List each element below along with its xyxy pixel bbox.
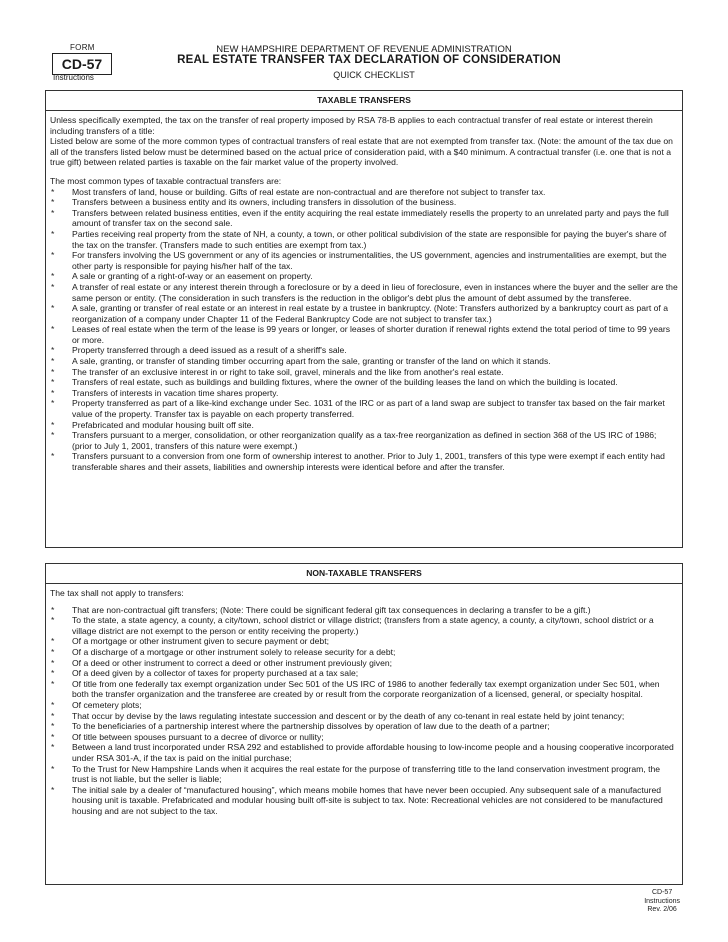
taxable-transfers-section (45, 90, 683, 548)
form-subtitle: Instructions (53, 73, 94, 82)
list-item: * That are non-contractual gift transfers; (Note: There could be significant federal gift tax consequences in declaring a transfer to be a gift.) (50, 605, 678, 616)
section-heading: NON-TAXABLE TRANSFERS (46, 564, 682, 584)
list-item: * Transfers pursuant to a conversion from one form of ownership interest to another. Prior to July 1, 2001, transfers of this type were exempt if each entity had transferable shares and their assets, liabilities and ownership interests were identical before and after the transfer. (50, 451, 678, 472)
list-item: * Parties receiving real property from the state of NH, a county, a town, or other political subdivision of the state are responsible for paying the buyer's share of the tax on the transfer. (Transfers made to such entities are exempt from tax.) (50, 229, 678, 250)
list-item: * Property transferred through a deed issued as a result of a sheriff's sale. (50, 345, 678, 356)
list-item: * A sale, granting or transfer of real estate or an interest in real estate by a trustee in bankruptcy. (Note: Transfers authorized by a bankruptcy court as part of a reorganization of a company under Chapter 11 of the Federal Bankruptcy Code are not subject to transfer tax.) (50, 303, 678, 324)
list-item: * That occur by devise by the laws regulating intestate succession and descent or by the death of any co-tenant in real estate held by joint tenancy; (50, 711, 678, 722)
list-item: * For transfers involving the US government or any of its agencies or instrumentalities, the US government, agencies and instrumentalities are exempt, but the other party is responsible for paying his/her half of the tax. (50, 250, 678, 271)
list-item: * A transfer of real estate or any interest therein through a foreclosure or by a deed in lieu of foreclosure, even in instances where the buyer and the seller are the same person or entity. (The consideration in such transfers is the reduction in the obligor's debt plus the amount of debt assumed by the transferee. (50, 282, 678, 303)
page-footer (644, 889, 680, 915)
taxable-paragraph-2: Listed below are some of the more common types of contractual transfers of real estate that are not exempted from transfer tax. (Note: the amount of the tax due on all of the transfers listed below must be determined based on the actual price of consideration paid, with a $40 minimum. A contractual transfer (i.e. one that is not a true gift) between related parties is taxable on the fair market value of the property involved. (50, 136, 673, 168)
list-item: * Of a deed or other instrument to correct a deed or other instrument previously given; (50, 658, 678, 669)
non-taxable-list (50, 605, 678, 817)
list-item: * A sale, granting, or transfer of standing timber occurring apart from the sale, granting or transfer of the land on which it stands. (50, 356, 678, 367)
list-item: * Of a discharge of a mortgage or other instrument solely to release security for a debt; (50, 647, 678, 658)
section-heading: TAXABLE TRANSFERS (46, 91, 682, 111)
taxable-intro: The most common types of taxable contractual transfers are: (50, 175, 282, 186)
list-item: * Of title from one federally tax exempt organization under Sec 501 of the US IRC of 1986 to another federally tax exempt organization under Sec 501, when both the transfer organization and the transferee are created by or result from the corporate reorganization of a licensed, general, or specialty hospital. (50, 679, 678, 700)
document-subtitle: QUICK CHECKLIST (333, 70, 415, 80)
list-item: * Transfers between a business entity and its owners, including transfers in dissolution of the business. (50, 197, 678, 208)
list-item: * Leases of real estate when the term of the lease is 99 years or longer, or leases of shorter duration if renewal rights extend the total period of time to 99 years or more. (50, 324, 678, 345)
list-item: * Property transferred as part of a like-kind exchange under Sec. 1031 of the IRC or as part of a land swap are subject to transfer tax based on the fair market value of the property. Transfer tax is payable on each property transferred. (50, 398, 678, 419)
list-item: * Transfers of real estate, such as buildings and building fixtures, where the owner of the building leases the land on which the building is located. (50, 377, 678, 388)
list-item: * Most transfers of land, house or building. Gifts of real estate are non-contractual and are therefore not subject to transfer tax. (50, 187, 678, 198)
form-number: CD-57 (52, 53, 112, 75)
document-title: REAL ESTATE TRANSFER TAX DECLARATION OF CONSIDERATION (177, 54, 561, 66)
list-item: * The initial sale by a dealer of “manufactured housing”, which means mobile homes that have never been occupied. Any subsequent sale of a manufactured housing unit is taxable. Prefabricated and modular housing built off-site is subject to tax. Note: Recreational vehicles are not considered to be manufactured housing and are not subject to the tax. (50, 785, 678, 817)
list-item: * Of a deed given by a collector of taxes for property purchased at a tax sale; (50, 668, 678, 679)
department-name: NEW HAMPSHIRE DEPARTMENT OF REVENUE ADMINISTRATION (216, 44, 512, 55)
list-item: * To the state, a state agency, a county, a city/town, school district or village district; (transfers from a state agency, a county, a city/town, school district or a village district are not exempt to the person or entity receiving the property.) (50, 615, 678, 636)
list-item: * Of title between spouses pursuant to a decree of divorce or nullity; (50, 732, 678, 743)
footer-revision: Rev. 2/06 (647, 906, 677, 913)
list-item: * To the beneficiaries of a partnership interest where the partnership dissolves by operation of law due to the death of a partner; (50, 721, 678, 732)
taxable-paragraph-1: Unless specifically exempted, the tax on the transfer of real property imposed by RSA 78-B applies to each contractual transfer of real estate or interest therein including transfers of a title: (50, 115, 653, 136)
list-item: * Between a land trust incorporated under RSA 292 and established to provide affordable housing to low-income people and a housing cooperative incorporated under RSA 301-A, if the tax is paid on the initial purchase; (50, 742, 678, 763)
list-item: * Transfers pursuant to a merger, consolidation, or other reorganization qualify as a tax-free reorganization as defined in section 368 of the US IRC of 1986; (prior to July 1, 2001, transfers of this nature were exempt.) (50, 430, 678, 451)
taxable-list (50, 187, 678, 473)
form-label: FORM (70, 43, 95, 52)
non-taxable-intro: The tax shall not apply to transfers: (50, 588, 184, 598)
list-item: * Transfers of interests in vacation time shares property. (50, 388, 678, 399)
list-item: * A sale or granting of a right-of-way or an easement on property. (50, 271, 678, 282)
list-item: * To the Trust for New Hampshire Lands when it acquires the real estate for the purpose of transferring title to the land conservation investment program, the trust is not liable, but the seller is liable; (50, 764, 678, 785)
footer-instructions: Instructions (644, 897, 680, 905)
list-item: * Prefabricated and modular housing built off site. (50, 420, 678, 431)
list-item: * The transfer of an exclusive interest in or right to take soil, gravel, minerals and the like from another's real estate. (50, 367, 678, 378)
list-item: * Transfers between related business entities, even if the entity acquiring the real estate immediately resells the property to an unrelated party and pays the full amount of transfer tax on the second sale. (50, 208, 678, 229)
footer-form-number: CD-57 (651, 889, 673, 896)
list-item: * Of a mortgage or other instrument given to secure payment or debt; (50, 636, 678, 647)
list-item: * Of cemetery plots; (50, 700, 678, 711)
non-taxable-transfers-section (45, 563, 683, 885)
